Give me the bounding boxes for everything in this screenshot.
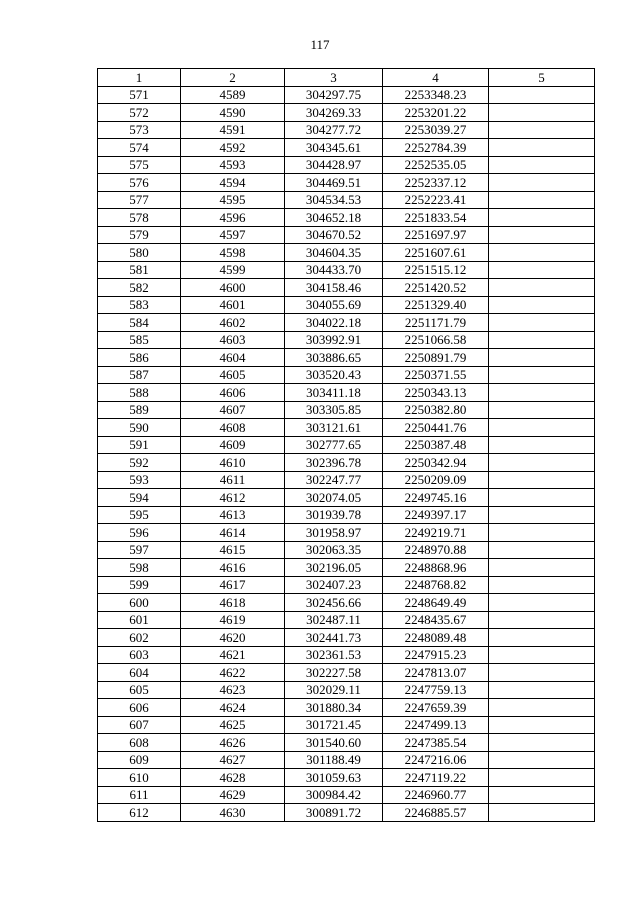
table-cell: 2247813.07 [383, 664, 489, 682]
table-cell [489, 576, 595, 594]
table-cell: 4626 [181, 734, 285, 752]
table-cell: 2250382.80 [383, 401, 489, 419]
table-row [98, 629, 595, 647]
table-row [98, 681, 595, 699]
table-cell: 2250891.79 [383, 349, 489, 367]
table-cell: 4589 [181, 86, 285, 104]
table-cell: 302487.11 [285, 611, 383, 629]
table-row [98, 471, 595, 489]
table-cell: 603 [98, 646, 181, 664]
table-cell: 602 [98, 629, 181, 647]
table-cell: 302441.73 [285, 629, 383, 647]
table-cell [489, 664, 595, 682]
table-row [98, 191, 595, 209]
table-cell: 2251171.79 [383, 314, 489, 332]
table-cell: 4619 [181, 611, 285, 629]
table-cell: 2247216.06 [383, 751, 489, 769]
table-cell: 4596 [181, 209, 285, 227]
table-cell: 576 [98, 174, 181, 192]
table-cell: 303520.43 [285, 366, 383, 384]
table-cell: 605 [98, 681, 181, 699]
table-cell: 2248089.48 [383, 629, 489, 647]
table-cell [489, 366, 595, 384]
table-cell: 2247119.22 [383, 769, 489, 787]
table-cell [489, 174, 595, 192]
table-row [98, 384, 595, 402]
table-cell [489, 86, 595, 104]
table-cell [489, 296, 595, 314]
table-cell: 4601 [181, 296, 285, 314]
table-cell: 2249745.16 [383, 489, 489, 507]
table-cell [489, 524, 595, 542]
table-cell: 574 [98, 139, 181, 157]
table-cell: 581 [98, 261, 181, 279]
table-cell: 4613 [181, 506, 285, 524]
table-cell: 301721.45 [285, 716, 383, 734]
table-cell: 598 [98, 559, 181, 577]
table-cell: 2248649.49 [383, 594, 489, 612]
table-cell: 609 [98, 751, 181, 769]
table-cell: 2249397.17 [383, 506, 489, 524]
table-cell: 4592 [181, 139, 285, 157]
table-cell: 593 [98, 471, 181, 489]
table-cell [489, 594, 595, 612]
table-row [98, 349, 595, 367]
table-header-row [98, 69, 595, 87]
page-number: 117 [310, 37, 330, 52]
table-row [98, 489, 595, 507]
table-cell: 2252784.39 [383, 139, 489, 157]
table-cell: 304055.69 [285, 296, 383, 314]
table-cell [489, 226, 595, 244]
table-cell: 589 [98, 401, 181, 419]
table-row [98, 279, 595, 297]
table-cell [489, 349, 595, 367]
table-cell [489, 716, 595, 734]
table-cell [489, 506, 595, 524]
table-row [98, 786, 595, 804]
table-row [98, 139, 595, 157]
table-row [98, 156, 595, 174]
table-cell: 4618 [181, 594, 285, 612]
table-cell: 4608 [181, 419, 285, 437]
table-cell: 601 [98, 611, 181, 629]
table-cell: 4594 [181, 174, 285, 192]
table-cell: 303411.18 [285, 384, 383, 402]
table-cell: 606 [98, 699, 181, 717]
table-row [98, 436, 595, 454]
table-cell: 587 [98, 366, 181, 384]
table-cell: 4615 [181, 541, 285, 559]
table-cell: 2249219.71 [383, 524, 489, 542]
table-cell: 302247.77 [285, 471, 383, 489]
table-cell: 4625 [181, 716, 285, 734]
table-cell: 302396.78 [285, 454, 383, 472]
table-cell: 2251329.40 [383, 296, 489, 314]
table-cell [489, 559, 595, 577]
table-cell: 302074.05 [285, 489, 383, 507]
table-cell: 304345.61 [285, 139, 383, 157]
table-cell [489, 191, 595, 209]
table-cell: 592 [98, 454, 181, 472]
column-header: 1 [98, 69, 181, 87]
column-header: 5 [489, 69, 595, 87]
column-header: 4 [383, 69, 489, 87]
table-cell: 2247385.54 [383, 734, 489, 752]
table-cell: 304158.46 [285, 279, 383, 297]
table-row [98, 559, 595, 577]
table-cell: 301059.63 [285, 769, 383, 787]
table-cell: 610 [98, 769, 181, 787]
table-cell [489, 471, 595, 489]
table-cell [489, 489, 595, 507]
table-cell: 611 [98, 786, 181, 804]
table-row [98, 226, 595, 244]
table-cell: 572 [98, 104, 181, 122]
table-cell: 2248970.88 [383, 541, 489, 559]
table-cell: 301880.34 [285, 699, 383, 717]
table-cell: 2247915.23 [383, 646, 489, 664]
table-row [98, 244, 595, 262]
table-cell [489, 786, 595, 804]
table-cell: 596 [98, 524, 181, 542]
table-row [98, 314, 595, 332]
table-cell: 303886.65 [285, 349, 383, 367]
table-cell: 4606 [181, 384, 285, 402]
column-header: 3 [285, 69, 383, 87]
table-cell: 304297.75 [285, 86, 383, 104]
table-cell: 2253348.23 [383, 86, 489, 104]
table-cell: 301540.60 [285, 734, 383, 752]
table-cell [489, 261, 595, 279]
table-cell: 4593 [181, 156, 285, 174]
table-cell: 4620 [181, 629, 285, 647]
table-cell [489, 734, 595, 752]
table-cell: 607 [98, 716, 181, 734]
table-cell: 582 [98, 279, 181, 297]
table-row [98, 174, 595, 192]
table-cell: 2251607.61 [383, 244, 489, 262]
table-row [98, 541, 595, 559]
table-cell: 2250343.13 [383, 384, 489, 402]
table-cell: 571 [98, 86, 181, 104]
table-cell [489, 279, 595, 297]
table-cell: 2251697.97 [383, 226, 489, 244]
table-cell: 303305.85 [285, 401, 383, 419]
table-cell: 588 [98, 384, 181, 402]
table-row [98, 506, 595, 524]
table-cell: 4600 [181, 279, 285, 297]
table-cell: 304652.18 [285, 209, 383, 227]
table-cell: 580 [98, 244, 181, 262]
table-cell [489, 139, 595, 157]
table-cell: 597 [98, 541, 181, 559]
table-row [98, 751, 595, 769]
table-cell: 584 [98, 314, 181, 332]
table-cell: 303121.61 [285, 419, 383, 437]
table-cell: 304428.97 [285, 156, 383, 174]
column-header: 2 [181, 69, 285, 87]
table-cell: 2251066.58 [383, 331, 489, 349]
table-cell [489, 244, 595, 262]
table-cell: 2252535.05 [383, 156, 489, 174]
table-cell: 4623 [181, 681, 285, 699]
table-cell: 4630 [181, 804, 285, 822]
table-cell: 303992.91 [285, 331, 383, 349]
table-cell: 4603 [181, 331, 285, 349]
table-cell: 4629 [181, 786, 285, 804]
table-cell: 4607 [181, 401, 285, 419]
table-cell: 4611 [181, 471, 285, 489]
table-row [98, 699, 595, 717]
table-cell: 2250209.09 [383, 471, 489, 489]
table-cell: 2251833.54 [383, 209, 489, 227]
table-cell: 301958.97 [285, 524, 383, 542]
table-cell: 4590 [181, 104, 285, 122]
table-row [98, 209, 595, 227]
table-row [98, 419, 595, 437]
table-cell: 4621 [181, 646, 285, 664]
table-cell [489, 804, 595, 822]
table-cell: 4609 [181, 436, 285, 454]
table-cell: 2250387.48 [383, 436, 489, 454]
table-cell: 4624 [181, 699, 285, 717]
table-cell [489, 121, 595, 139]
table-cell: 579 [98, 226, 181, 244]
table-row [98, 121, 595, 139]
table-cell [489, 751, 595, 769]
table-cell [489, 681, 595, 699]
table-cell: 4604 [181, 349, 285, 367]
table-cell: 2250371.55 [383, 366, 489, 384]
table-cell: 302029.11 [285, 681, 383, 699]
table-row [98, 524, 595, 542]
table-cell: 595 [98, 506, 181, 524]
table-cell: 4598 [181, 244, 285, 262]
table-cell [489, 384, 595, 402]
table-cell: 2247659.39 [383, 699, 489, 717]
table-row [98, 261, 595, 279]
table-cell: 2251515.12 [383, 261, 489, 279]
table-row [98, 104, 595, 122]
table-cell: 600 [98, 594, 181, 612]
table-cell: 583 [98, 296, 181, 314]
table-cell: 599 [98, 576, 181, 594]
table-cell [489, 156, 595, 174]
table-row [98, 804, 595, 822]
table-cell [489, 769, 595, 787]
table-cell: 4614 [181, 524, 285, 542]
table-cell: 302361.53 [285, 646, 383, 664]
table-row [98, 594, 595, 612]
table-cell: 300984.42 [285, 786, 383, 804]
table-row [98, 454, 595, 472]
table-cell: 302407.23 [285, 576, 383, 594]
table-cell: 302777.65 [285, 436, 383, 454]
table-cell: 304277.72 [285, 121, 383, 139]
table-cell [489, 209, 595, 227]
table-cell [489, 314, 595, 332]
table-cell: 302456.66 [285, 594, 383, 612]
table-cell: 301188.49 [285, 751, 383, 769]
table-cell: 604 [98, 664, 181, 682]
table-cell: 4616 [181, 559, 285, 577]
table-cell: 2246885.57 [383, 804, 489, 822]
table-cell: 4612 [181, 489, 285, 507]
coordinates-table [97, 68, 595, 822]
table-row [98, 646, 595, 664]
table-cell: 304604.35 [285, 244, 383, 262]
table-cell [489, 419, 595, 437]
table-cell: 4595 [181, 191, 285, 209]
table-row [98, 716, 595, 734]
table-cell: 2250342.94 [383, 454, 489, 472]
table-cell [489, 436, 595, 454]
table-row [98, 366, 595, 384]
table-cell: 578 [98, 209, 181, 227]
table-cell: 2248435.67 [383, 611, 489, 629]
table-row [98, 86, 595, 104]
table-cell: 585 [98, 331, 181, 349]
table-row [98, 296, 595, 314]
table-cell: 4627 [181, 751, 285, 769]
table-cell: 590 [98, 419, 181, 437]
table-cell [489, 646, 595, 664]
table-cell: 4628 [181, 769, 285, 787]
table-cell: 4605 [181, 366, 285, 384]
table-cell: 2253039.27 [383, 121, 489, 139]
table-cell: 2247759.13 [383, 681, 489, 699]
table-cell: 2253201.22 [383, 104, 489, 122]
table-cell: 2252223.41 [383, 191, 489, 209]
table-cell: 577 [98, 191, 181, 209]
table-cell: 304433.70 [285, 261, 383, 279]
table-cell: 2248868.96 [383, 559, 489, 577]
table-cell: 304534.53 [285, 191, 383, 209]
table-cell: 4622 [181, 664, 285, 682]
table-row [98, 401, 595, 419]
table-cell: 304670.52 [285, 226, 383, 244]
table-cell [489, 454, 595, 472]
table-cell: 4599 [181, 261, 285, 279]
table-cell: 300891.72 [285, 804, 383, 822]
table-cell: 2251420.52 [383, 279, 489, 297]
table-cell: 302063.35 [285, 541, 383, 559]
table-cell: 4617 [181, 576, 285, 594]
table-cell: 4610 [181, 454, 285, 472]
table-cell: 2250441.76 [383, 419, 489, 437]
table-row [98, 664, 595, 682]
table-cell [489, 611, 595, 629]
table-cell: 2246960.77 [383, 786, 489, 804]
table-cell: 4597 [181, 226, 285, 244]
table-cell: 586 [98, 349, 181, 367]
table-cell: 573 [98, 121, 181, 139]
table-cell: 304269.33 [285, 104, 383, 122]
table-cell: 4602 [181, 314, 285, 332]
table-cell: 304022.18 [285, 314, 383, 332]
table-cell: 2248768.82 [383, 576, 489, 594]
table-row [98, 331, 595, 349]
table-cell [489, 629, 595, 647]
table-cell: 302227.58 [285, 664, 383, 682]
table-row [98, 611, 595, 629]
table-cell [489, 401, 595, 419]
table-cell: 612 [98, 804, 181, 822]
table-cell [489, 541, 595, 559]
table-cell: 2252337.12 [383, 174, 489, 192]
table-row [98, 769, 595, 787]
table-cell [489, 699, 595, 717]
table-row [98, 576, 595, 594]
table-cell: 301939.78 [285, 506, 383, 524]
table-cell: 2247499.13 [383, 716, 489, 734]
table-cell: 304469.51 [285, 174, 383, 192]
table-cell [489, 331, 595, 349]
table-cell: 594 [98, 489, 181, 507]
table-row [98, 734, 595, 752]
table-cell: 608 [98, 734, 181, 752]
table-cell [489, 104, 595, 122]
table-body [98, 86, 595, 821]
table-cell: 591 [98, 436, 181, 454]
table-cell: 302196.05 [285, 559, 383, 577]
table-cell: 4591 [181, 121, 285, 139]
table-cell: 575 [98, 156, 181, 174]
